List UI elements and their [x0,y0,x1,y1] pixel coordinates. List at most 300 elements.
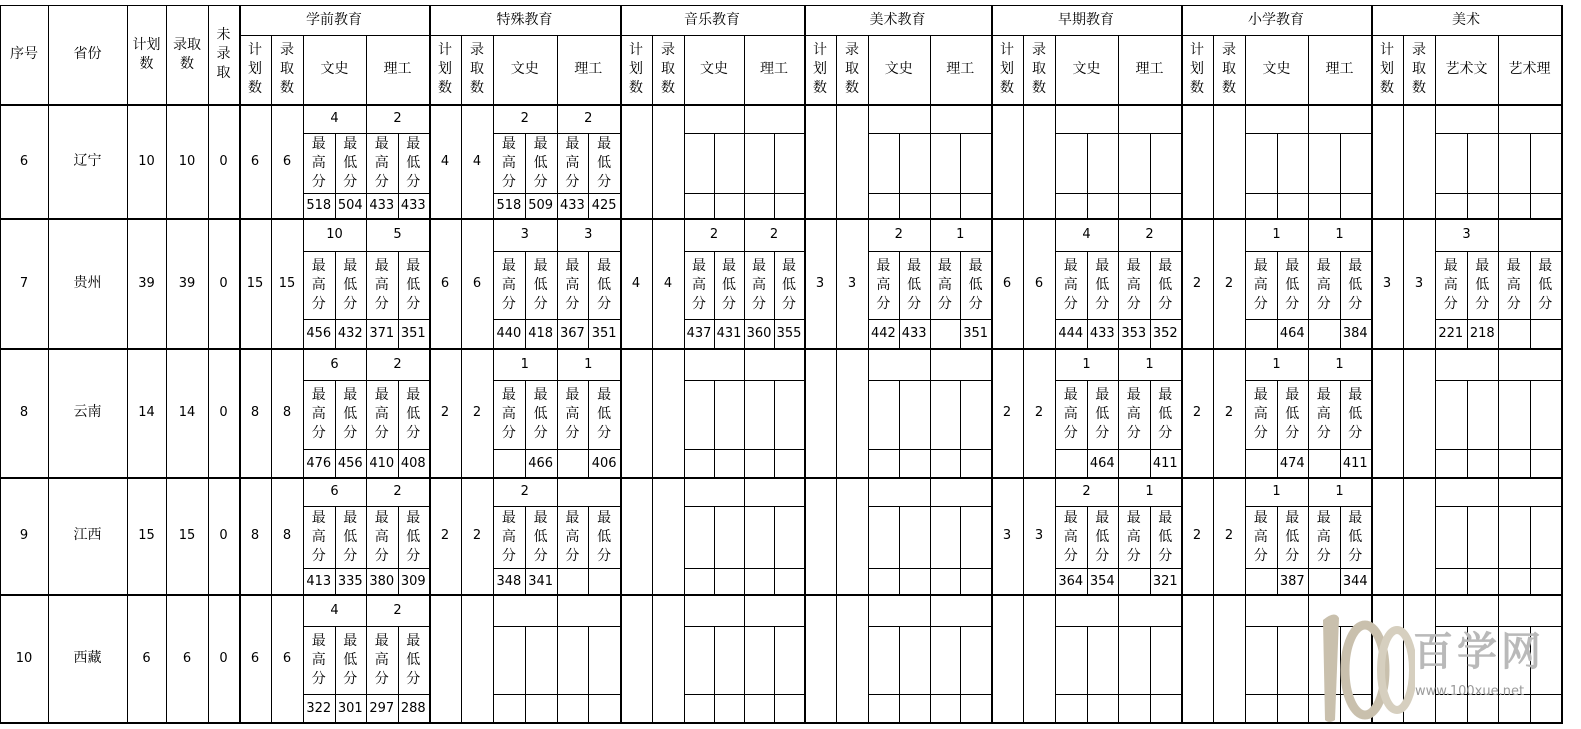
label-min: 最 低 分 [406,387,421,441]
wenshi-min: 456 [337,455,363,471]
wenshi-count [868,594,930,626]
header-wenshi: 文史 [884,61,913,77]
ligong-count [557,594,621,626]
header-admitted-sub: 录 取 数 [1412,42,1426,96]
ligong-count: 3 [584,227,593,242]
ligong-count [1498,104,1561,133]
ligong-min: 411 [1342,455,1368,471]
label-min: 最 低 分 [1475,257,1490,312]
header-admitted-sub: 录 取 数 [280,42,294,96]
ligong-min: 344 [1342,573,1368,589]
ligong-min [774,568,804,594]
ligong-max: 433 [559,198,585,213]
row-admitted: 10 [178,153,196,169]
group-header: 早期教育 [1058,11,1114,28]
ligong-max: 367 [559,326,585,341]
wenshi-min [1087,694,1119,722]
wenshi-min [714,568,744,594]
wenshi-min: 464 [1279,326,1305,341]
major-plan [620,348,652,477]
header-plan-sub: 计 划 数 [1190,42,1204,96]
ligong-min: 433 [400,198,426,213]
header-admitted: 录取 数 [173,36,201,72]
major-plan [1181,594,1213,722]
row-province: 贵州 [73,274,102,291]
ligong-max [1308,568,1340,594]
label-max: 最 高 分 [311,257,326,312]
label-min: 最 低 分 [597,135,612,190]
ligong-min: 309 [400,573,426,589]
wenshi-count [684,348,744,380]
wenshi-count: 1 [1272,484,1281,499]
major-plan [1371,348,1403,477]
ligong-min: 384 [1342,326,1368,341]
wenshi-min: 474 [1279,455,1305,471]
major-admitted [1213,104,1245,218]
watermark-text: 百学网 [1413,628,1545,675]
ligong-count: 1 [1145,484,1154,499]
label-max: 最 高 分 [876,257,891,312]
header-plan: 计划 数 [132,36,161,72]
ligong-count: 1 [1335,484,1344,499]
ligong-min [774,449,804,477]
ligong-max [1308,193,1340,218]
major-admitted [1023,594,1055,722]
major-plan: 3 [1382,275,1392,291]
wenshi-count: 2 [894,227,903,242]
label-max: 最 高 分 [1506,257,1521,312]
ligong-min: 355 [776,326,802,341]
label-min: 最 低 分 [597,509,612,564]
row-unadmitted: 0 [219,528,228,543]
major-admitted: 3 [1034,528,1044,543]
label-min: 最 低 分 [782,257,796,312]
wenshi-max [1055,193,1087,218]
label-max: 最 高 分 [1126,509,1141,564]
label-max: 最 高 分 [501,257,516,312]
ligong-count [557,477,621,506]
wenshi-count: 2 [709,227,719,242]
label-max: 最 高 分 [1126,387,1141,441]
ligong-count [1498,348,1561,380]
wenshi-min: 509 [528,198,554,213]
ligong-max [557,568,589,594]
ligong-min [1150,193,1182,218]
header-admitted-sub: 录 取 数 [661,42,675,96]
major-plan: 6 [1002,275,1012,291]
major-admitted [1403,348,1435,477]
major-admitted [652,477,684,594]
header-plan-sub: 计 划 数 [813,42,827,96]
wenshi-min: 433 [901,326,927,341]
header-plan-sub: 计 划 数 [1000,42,1014,96]
wenshi-min: 504 [337,198,363,213]
label-min: 最 低 分 [1095,257,1110,312]
wenshi-count: 4 [1082,227,1091,242]
wenshi-min: 218 [1469,326,1495,341]
row-unadmitted: 0 [219,650,228,666]
ligong-max [930,568,961,594]
major-plan [804,477,836,594]
row-province: 江西 [73,527,102,543]
ligong-min [1530,193,1562,218]
ligong-count [930,104,992,133]
major-admitted: 8 [282,528,292,543]
wenshi-count: 4 [330,111,339,126]
major-admitted: 15 [278,275,296,291]
wenshi-min: 387 [1279,573,1305,589]
header-wenshi: 文史 [320,61,349,77]
ligong-count [1118,594,1181,626]
ligong-count [930,348,992,380]
row-unadmitted: 0 [219,405,228,420]
major-admitted: 2 [1034,405,1044,420]
major-admitted [836,594,868,722]
header-plan-sub: 计 划 数 [629,42,643,96]
major-admitted: 4 [472,153,482,169]
ligong-count [1308,104,1371,133]
wenshi-max: 322 [306,700,332,716]
wenshi-min: 301 [337,700,363,716]
header-wenshi: 文史 [1262,61,1291,77]
header-plan-sub: 计 划 数 [1380,42,1394,96]
major-admitted [461,594,493,722]
wenshi-max: 221 [1438,326,1464,341]
ligong-count: 2 [1145,227,1154,242]
row-no: 7 [19,275,29,291]
header-ligong: 理工 [946,61,975,77]
major-admitted: 6 [1034,275,1044,291]
ligong-count: 2 [769,227,779,242]
ligong-max [1498,193,1530,218]
wenshi-min [1087,193,1119,218]
label-min: 最 低 分 [1158,509,1173,564]
row-plan: 14 [138,405,155,420]
wenshi-count: 2 [1082,484,1091,499]
major-admitted: 2 [1224,275,1234,291]
ligong-count [744,348,804,380]
label-max: 最 高 分 [1063,387,1078,441]
label-max: 最 高 分 [1253,257,1268,312]
label-max: 最 高 分 [374,257,389,312]
ligong-count: 1 [956,227,965,242]
wenshi-max [1245,319,1277,348]
label-min: 最 低 分 [968,257,983,312]
watermark-url: www.100xue.net [1415,684,1525,699]
label-min: 最 低 分 [722,257,736,312]
ligong-count: 2 [393,602,402,618]
wenshi-max [684,193,714,218]
ligong-count: 2 [393,111,402,126]
label-min: 最 低 分 [1538,257,1553,312]
ligong-min: 288 [400,700,426,716]
group-header: 音乐教育 [684,11,740,28]
wenshi-min: 433 [1089,326,1115,341]
ligong-max [744,193,774,218]
ligong-min [960,193,991,218]
label-max: 最 高 分 [565,135,580,190]
wenshi-min [1467,193,1499,218]
label-min: 最 低 分 [406,509,421,564]
wenshi-max [1245,449,1277,477]
wenshi-min [899,449,930,477]
major-admitted: 6 [282,153,292,169]
ligong-max [1118,568,1150,594]
ligong-min [1150,694,1182,722]
header-wenshi: 文史 [700,61,728,77]
header-art-wen: 艺术文 [1445,61,1488,77]
label-min: 最 低 分 [406,135,421,190]
wenshi-count [1435,348,1498,380]
label-min: 最 低 分 [1095,509,1110,564]
wenshi-max [684,449,714,477]
header-ligong: 理工 [383,61,412,77]
wenshi-count: 1 [1272,356,1281,372]
ligong-min [1530,449,1562,477]
wenshi-min: 464 [1089,455,1115,471]
ligong-max [1308,319,1340,348]
wenshi-count: 6 [330,484,339,499]
ligong-min: 321 [1152,573,1178,589]
header-admitted-sub: 录 取 数 [470,42,484,96]
major-admitted: 6 [282,650,292,666]
major-plan: 3 [1002,528,1012,543]
label-max: 最 高 分 [311,632,326,687]
ligong-max [744,568,774,594]
major-plan [804,348,836,477]
wenshi-max: 348 [496,573,522,589]
label-min: 最 低 分 [343,632,358,687]
ligong-count: 2 [393,484,402,499]
ligong-min: 351 [591,326,617,341]
major-plan: 3 [815,275,825,291]
ligong-count [744,477,804,506]
label-max: 最 高 分 [311,387,326,441]
label-min: 最 低 分 [533,257,548,312]
major-plan: 2 [1192,405,1202,420]
wenshi-max [684,694,714,722]
group-header: 学前教育 [306,11,362,28]
ligong-count [1498,218,1561,251]
major-admitted: 2 [472,405,482,420]
row-plan: 15 [138,528,155,543]
group-header: 小学教育 [1248,11,1304,28]
ligong-max [1498,449,1530,477]
label-min: 最 低 分 [1348,509,1363,564]
row-province: 云南 [73,404,102,420]
ligong-count: 1 [1335,356,1344,372]
major-plan: 6 [250,650,260,666]
major-plan: 2 [1192,275,1202,291]
ligong-max [930,193,961,218]
label-max: 最 高 分 [752,257,766,312]
row-unadmitted: 0 [219,153,228,169]
ligong-count [1118,104,1181,133]
wenshi-min: 431 [716,326,742,341]
ligong-count [930,594,992,626]
major-plan [991,594,1023,722]
wenshi-count [1435,104,1498,133]
header-ligong: 理工 [760,61,788,77]
major-admitted [652,348,684,477]
wenshi-count [493,594,557,626]
wenshi-min [1277,694,1309,722]
major-admitted: 3 [847,275,857,291]
wenshi-count: 10 [326,227,343,242]
wenshi-max: 437 [686,326,712,341]
label-max: 最 高 分 [374,509,389,564]
ligong-min: 411 [1152,455,1178,471]
ligong-max [1118,193,1150,218]
ligong-count: 1 [1145,356,1154,372]
major-plan [429,594,461,722]
ligong-min [960,568,991,594]
label-min: 最 低 分 [406,257,421,312]
label-min: 最 低 分 [1158,257,1173,312]
major-admitted: 6 [472,275,482,291]
major-plan [620,104,652,218]
wenshi-count: 2 [520,484,529,499]
major-plan [620,477,652,594]
wenshi-min [899,694,930,722]
wenshi-max [868,694,899,722]
major-admitted [836,477,868,594]
major-admitted [1023,104,1055,218]
ligong-min [588,694,620,722]
major-plan: 8 [250,528,260,543]
header-plan-sub: 计 划 数 [248,42,262,96]
wenshi-min: 418 [528,326,554,341]
wenshi-count: 3 [1462,227,1471,242]
label-max: 最 高 分 [374,632,389,687]
major-admitted: 3 [1414,275,1424,291]
ligong-max [1118,449,1150,477]
wenshi-max [1435,193,1467,218]
header-admitted-sub: 录 取 数 [1032,42,1046,96]
wenshi-min: 432 [337,326,363,341]
label-min: 最 低 分 [907,257,922,312]
group-header: 美术 [1452,11,1480,28]
wenshi-min [1467,449,1499,477]
label-max: 最 高 分 [565,509,580,564]
header-art-li: 艺术理 [1508,61,1551,77]
wenshi-min: 335 [337,573,363,589]
wenshi-max [684,568,714,594]
ligong-min: 408 [400,455,426,471]
row-admitted: 15 [178,528,196,543]
wenshi-max [493,694,525,722]
wenshi-max [493,449,525,477]
ligong-max [744,694,774,722]
ligong-count: 2 [393,356,402,372]
wenshi-min: 466 [528,455,554,471]
header-plan-sub: 计 划 数 [438,42,452,96]
ligong-max: 360 [746,326,772,341]
ligong-max [930,319,961,348]
major-plan: 2 [1002,405,1012,420]
label-max: 最 高 分 [1316,257,1331,312]
header-admitted-sub: 录 取 数 [1222,42,1236,96]
wenshi-max [868,193,899,218]
wenshi-max: 456 [306,326,332,341]
wenshi-min [714,694,744,722]
wenshi-count [1245,104,1308,133]
label-max: 最 高 分 [501,135,516,190]
row-plan: 39 [138,275,155,291]
label-min: 最 低 分 [1285,509,1300,564]
header-ligong: 理工 [574,61,603,77]
ligong-min [960,449,991,477]
wenshi-count: 1 [1082,356,1091,372]
row-no: 8 [19,405,29,420]
label-min: 最 低 分 [533,509,548,564]
wenshi-count: 4 [330,602,339,618]
label-max: 最 高 分 [311,509,326,564]
label-max: 最 高 分 [937,257,952,312]
wenshi-count: 1 [520,356,529,372]
label-min: 最 低 分 [1285,257,1300,312]
wenshi-count [868,104,930,133]
major-plan: 4 [631,275,641,291]
major-admitted: 8 [282,405,292,420]
ligong-count: 1 [1335,227,1344,242]
row-no: 10 [15,650,33,666]
major-plan [991,104,1023,218]
major-admitted: 2 [472,528,482,543]
label-min: 最 低 分 [406,632,421,687]
ligong-max: 433 [369,198,395,213]
wenshi-max [868,568,899,594]
wenshi-max: 476 [306,455,332,471]
ligong-count: 5 [393,227,402,242]
ligong-count [930,477,992,506]
label-min: 最 低 分 [597,257,612,312]
wenshi-max [1435,568,1467,594]
wenshi-min [1277,193,1309,218]
wenshi-max: 442 [870,326,896,341]
wenshi-max: 518 [306,198,332,213]
major-admitted: 4 [663,275,673,291]
ligong-max: 353 [1121,326,1147,341]
wenshi-count: 1 [1272,227,1281,242]
header-no: 序号 [10,46,38,62]
label-min: 最 低 分 [1348,257,1363,312]
wenshi-count: 2 [520,111,529,126]
wenshi-count [1055,594,1118,626]
label-min: 最 低 分 [533,135,548,190]
label-max: 最 高 分 [1253,387,1268,441]
label-max: 最 高 分 [1253,509,1268,564]
major-plan: 2 [440,528,450,543]
label-max: 最 高 分 [1443,257,1458,312]
label-max: 最 高 分 [1063,257,1078,312]
wenshi-count [868,477,930,506]
wenshi-count [684,594,744,626]
major-admitted: 2 [1224,405,1234,420]
wenshi-count: 6 [330,356,339,372]
ligong-min [1340,193,1372,218]
ligong-min [588,568,620,594]
label-max: 最 高 分 [311,135,326,190]
wenshi-max: 518 [496,198,522,213]
label-min: 最 低 分 [1285,387,1300,441]
watermark-100-graphic [1305,600,1415,725]
ligong-max [557,694,589,722]
ligong-count [744,104,804,133]
header-admitted-sub: 录 取 数 [845,42,859,96]
label-max: 最 高 分 [565,387,580,441]
ligong-min: 406 [591,455,617,471]
